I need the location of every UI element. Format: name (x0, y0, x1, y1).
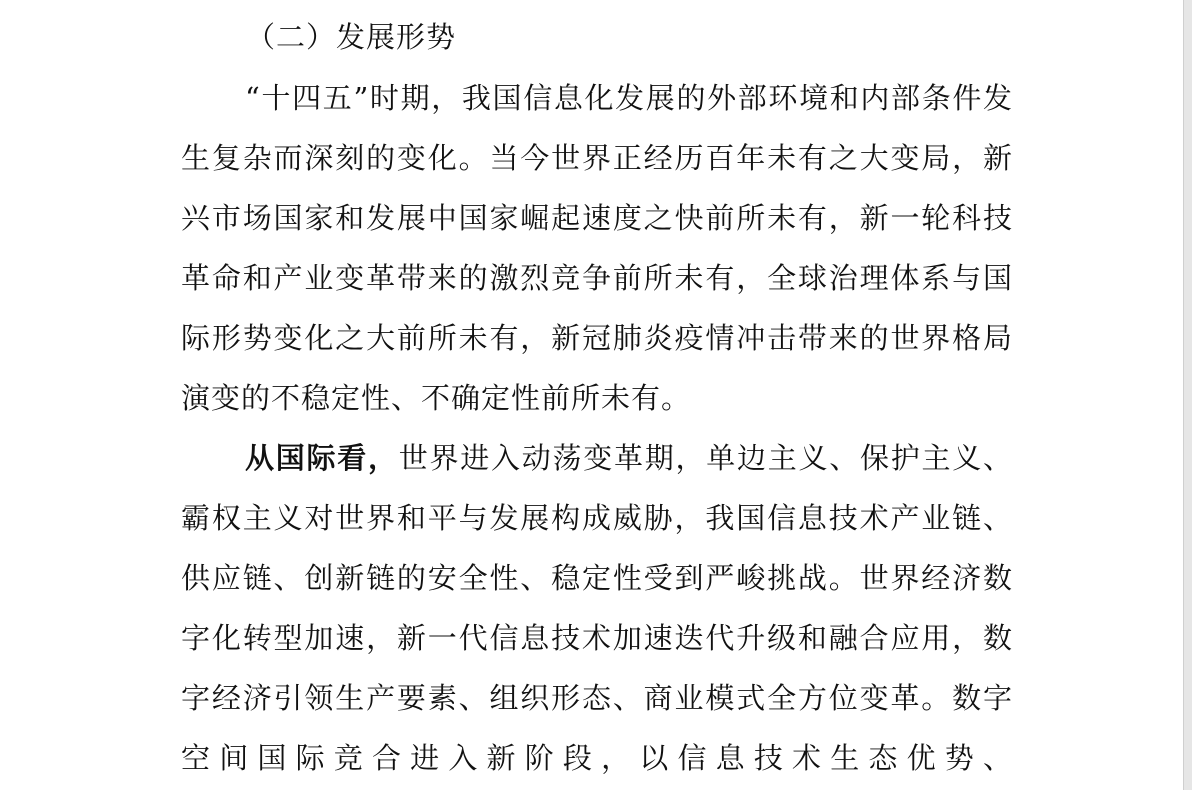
paragraph-development-situation: “十四五”时期，我国信息化发展的外部环境和内部条件发生复杂而深刻的变化。当今世界正经历百年未有之大变局，新兴市场国家和发展中国家崛起速度之快前所未有，新一轮科技革命和产业变革带来的激烈竞争前所未有，全球治理体系与国际形势变化之大前所未有，新冠肺炎疫情冲击带来的世界格局演变的不稳定性、不确定性前所未有。 (181, 81, 1013, 415)
window-scrollbar[interactable] (1183, 0, 1192, 790)
section-heading: （二）发展形势 (246, 20, 457, 54)
paragraph-body-text: 世界进入动荡变革期，单边主义、保护主义、霸权主义对世界和平与发展构成威胁，我国信息技术产业链、供应链、创新链的安全性、稳定性受到严峻挑战。世界经济数字化转型加速，新一代信息技术加速迭代升级和融合应用，数字经济引领生产要素、组织形态、商业模式全方位变革。数字空间国际竞合进入新阶段，以信息技术生态优势、 (181, 441, 1013, 775)
paragraph-international-view (181, 428, 1013, 788)
paragraph-lead-phrase: 从国际看， (245, 441, 399, 475)
